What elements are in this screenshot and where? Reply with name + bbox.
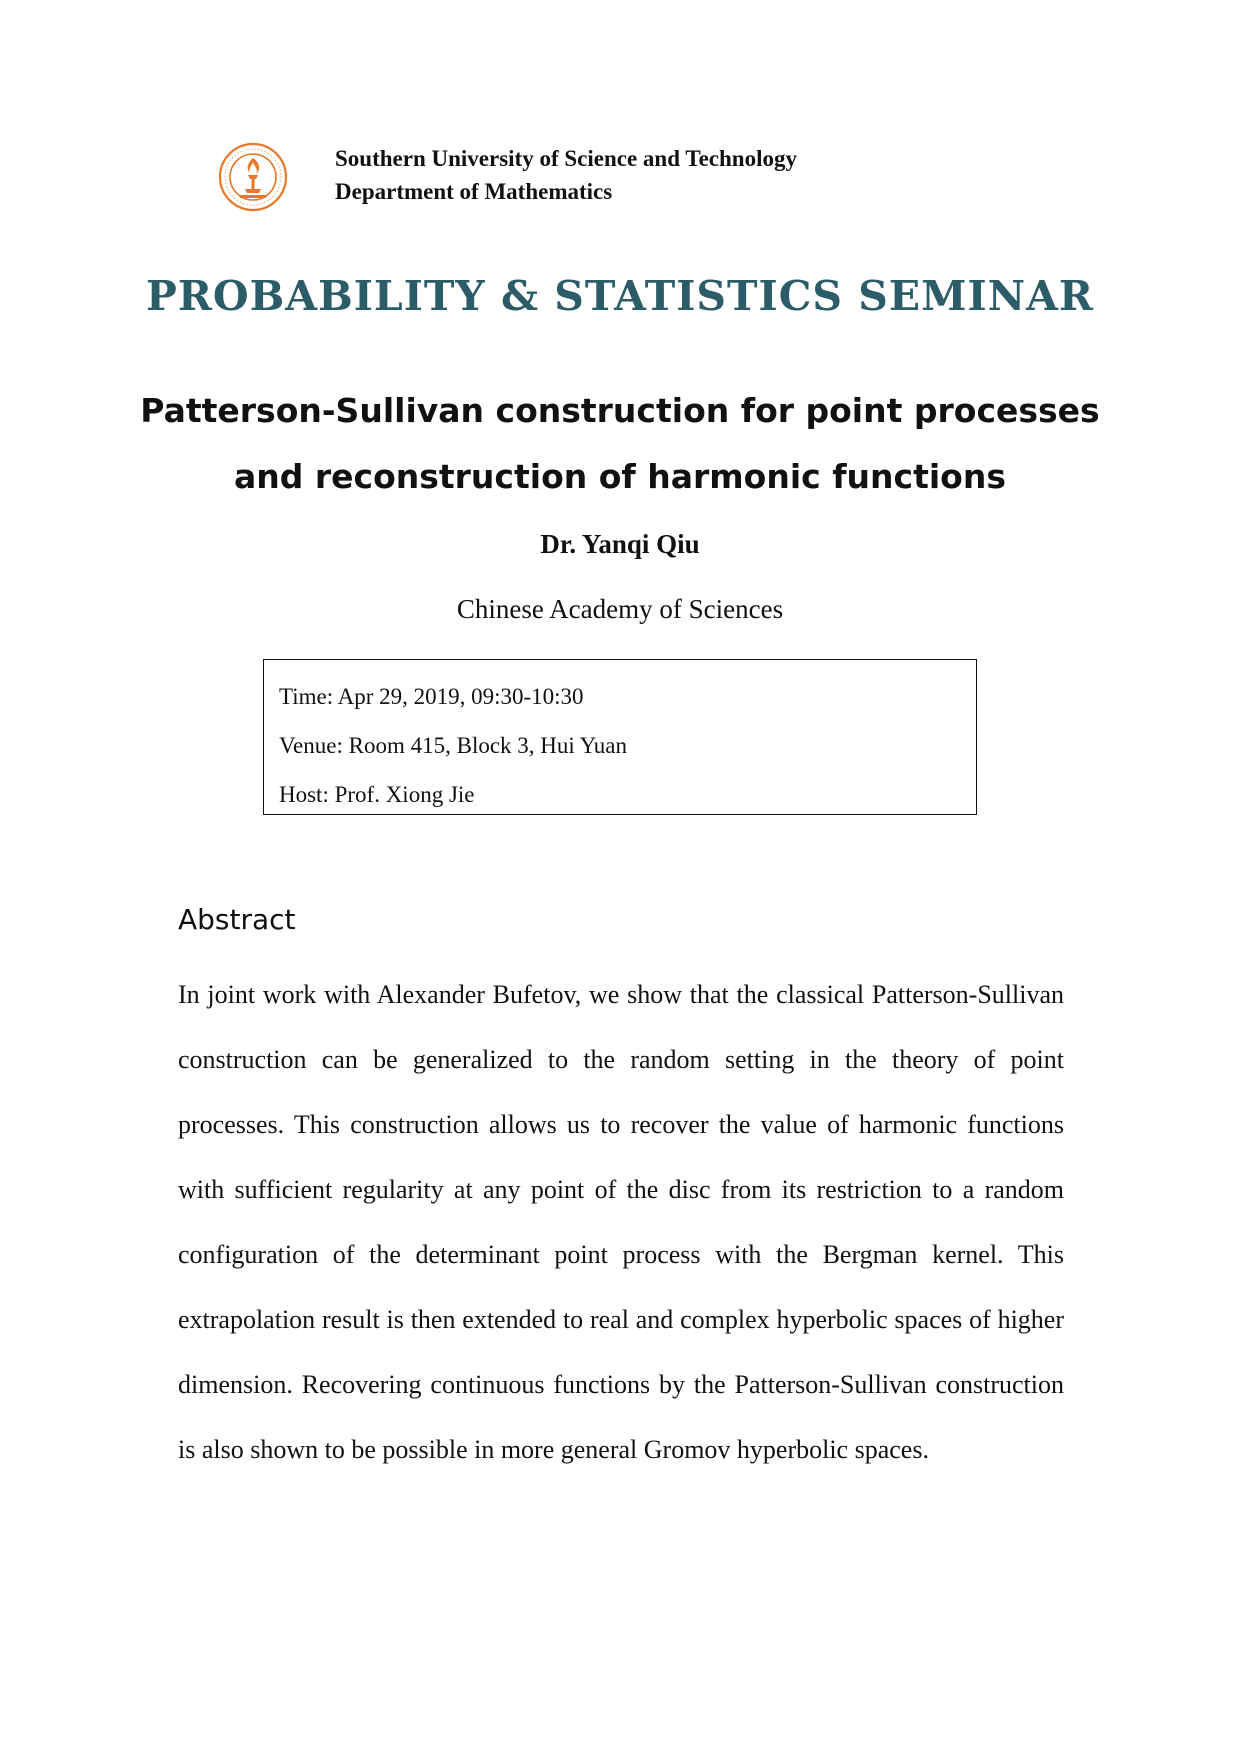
department-name: Department of Mathematics xyxy=(335,179,613,204)
speaker-affiliation: Chinese Academy of Sciences xyxy=(456,594,784,624)
abstract-body: In joint work with Alexander Bufetov, we show that the classical Patterson-Sullivan construction can be generalized to the random setting in the theory of point processes. This construction allows us to recover the value of harmonic functions with sufficient regularity at any point of the disc from its restriction to a random configuration of the determinant point process with the Bergman kernel. This extrapolation result is then extended to real and complex hyperbolic spaces of higher dimension. Recovering continuous functions by the Patterson-Sullivan construction is also shown to be possible in more general Gromov hyperbolic spaces. xyxy=(178,980,1064,1464)
talk-title-line-1: Patterson-Sullivan construction for point processes xyxy=(140,391,1100,430)
talk-title xyxy=(0,378,1240,510)
seminar-title: PROBABILITY & STATISTICS SEMINAR xyxy=(146,272,1094,320)
speaker-name: Dr. Yanqi Qiu xyxy=(540,529,700,559)
university-name: Southern University of Science and Technology xyxy=(335,146,797,171)
event-host: Host: Prof. Xiong Jie xyxy=(279,782,475,807)
talk-title-line-2: and reconstruction of harmonic functions xyxy=(233,457,1006,496)
event-time: Time: Apr 29, 2019, 09:30-10:30 xyxy=(279,684,584,709)
header xyxy=(218,142,918,214)
event-info-box xyxy=(263,659,977,815)
abstract-heading: Abstract xyxy=(178,903,296,936)
event-venue: Venue: Room 415, Block 3, Hui Yuan xyxy=(279,733,627,758)
university-seal-icon xyxy=(218,142,288,212)
